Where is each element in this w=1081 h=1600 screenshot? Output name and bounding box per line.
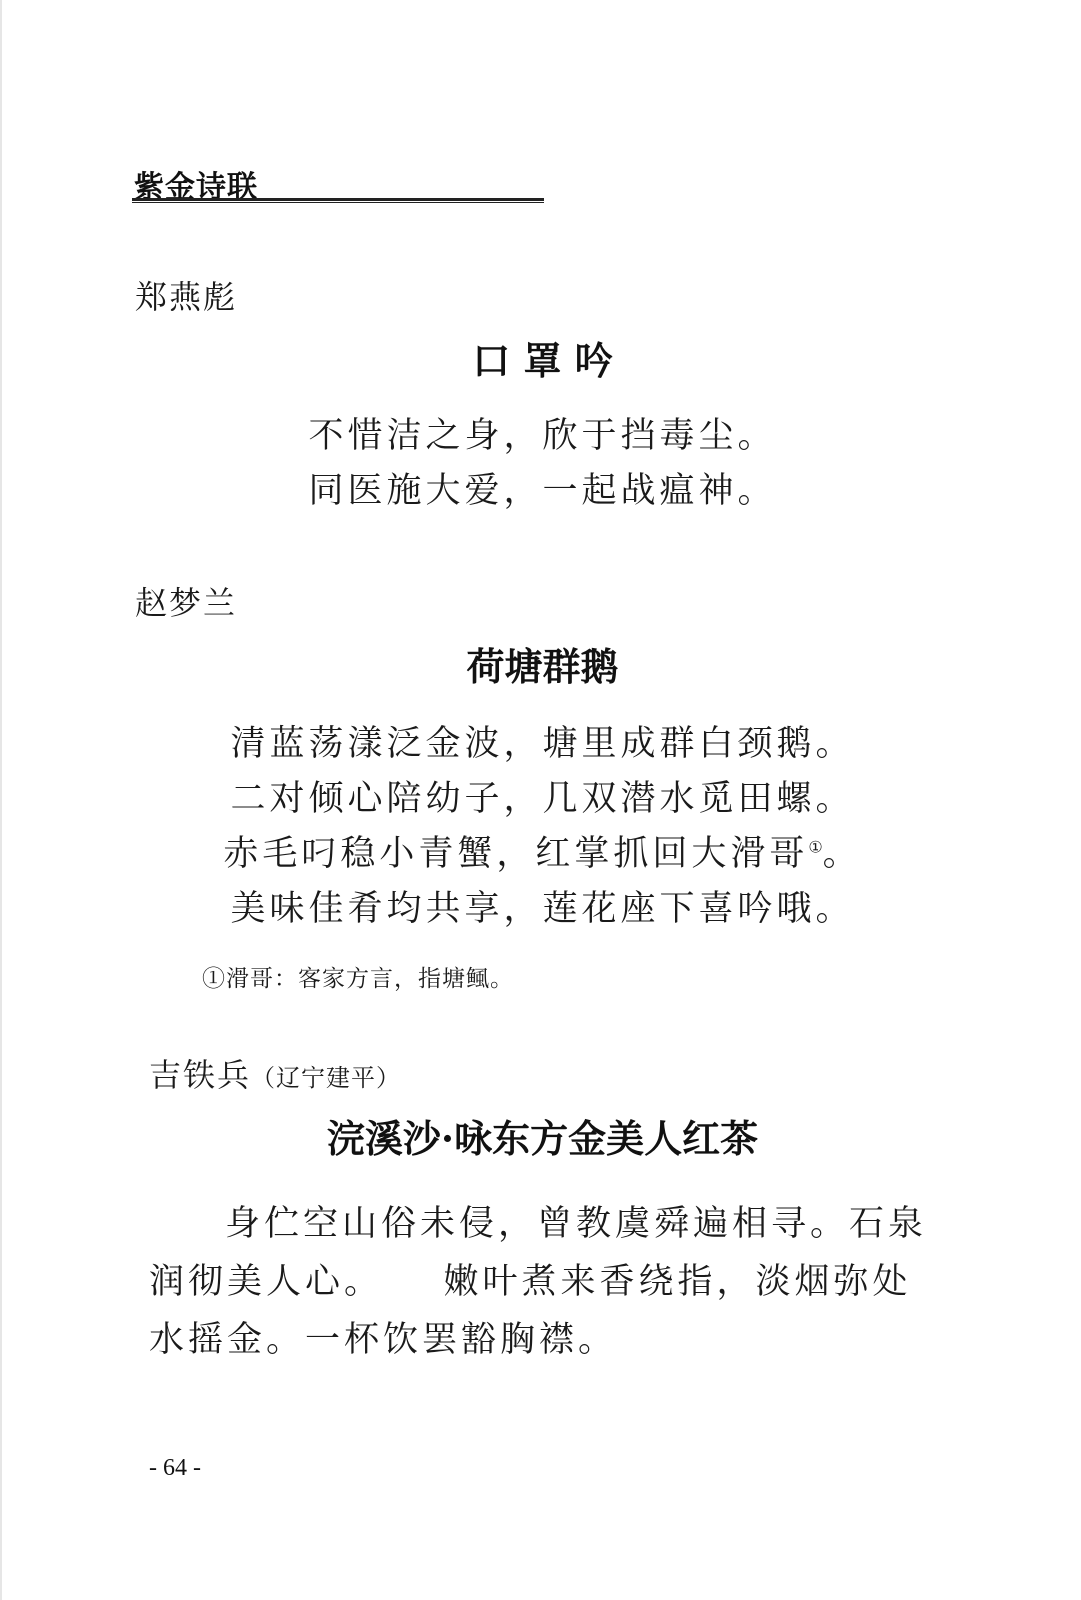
poem-2-line-3-text: 赤毛叼稳小青蟹，红掌抓回大滑哥	[223, 834, 809, 874]
poem-2-footnote: ①滑哥：客家方言，指塘鲺。	[202, 966, 514, 992]
poem-3-author-origin: （辽宁建平）	[251, 1064, 402, 1092]
page-number: - 64 -	[149, 1455, 201, 1481]
poem-3-author-name: 吉铁兵	[149, 1056, 252, 1094]
poem-2-line-4: 美味佳肴均共享，莲花座下喜吟哦。	[230, 889, 855, 929]
poem-2-line-3	[2, 826, 1081, 876]
poem-3-title: 浣溪沙·咏东方金美人红茶	[326, 1116, 759, 1161]
poem-1-author: 郑燕彪	[135, 278, 238, 316]
poem-1-line-1: 不惜洁之身，欣于挡毒尘。	[308, 416, 777, 456]
footnote-reference: ①	[808, 837, 823, 857]
header-rule	[132, 198, 544, 203]
running-header: 紫金诗联	[134, 170, 258, 205]
poem-1-line-2: 同医施大爱，一起战瘟神。	[308, 471, 777, 511]
poem-3-text: 身伫空山俗未侵，曾教虞舜遍相寻。石泉润彻美人心。 嫩叶煮来香绕指，淡烟弥处水摇金。一杯饮罢豁胸襟。	[149, 1204, 928, 1360]
poem-1-title: 口 罩 吟	[472, 338, 613, 383]
poem-2-title: 荷塘群鹅	[466, 644, 619, 689]
poem-2-line-2: 二对倾心陪幼子，几双潜水觅田螺。	[230, 779, 855, 819]
poem-3-author	[149, 1050, 401, 1096]
poem-2-line-1: 清蓝荡漾泛金波，塘里成群白颈鹅。	[230, 724, 855, 764]
poem-2-line-3-end: 。	[822, 834, 862, 874]
poem-2-author: 赵梦兰	[135, 584, 238, 622]
